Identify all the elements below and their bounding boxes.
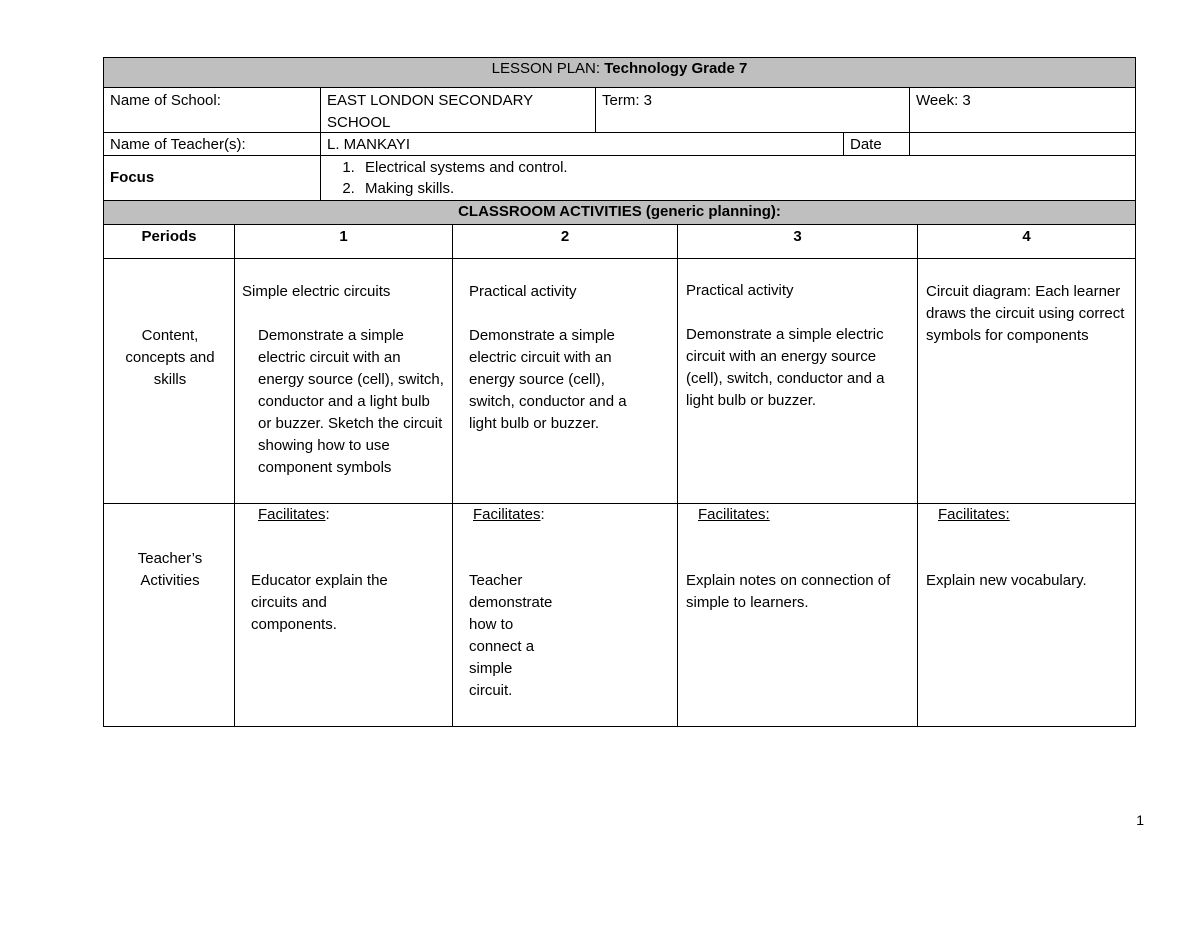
teacher-4-body: Explain new vocabulary.	[926, 572, 1087, 589]
title-main: Technology Grade 7	[604, 60, 748, 77]
content-label: Content, concepts and skills	[125, 327, 215, 388]
teacher-2-colon: :	[540, 506, 545, 523]
teacher-label-row-cell	[103, 503, 235, 727]
teacher-label: Name of Teacher(s):	[110, 136, 246, 153]
period-number: 1	[339, 228, 348, 245]
teacher-3-heading: Facilitates:	[698, 506, 770, 523]
page-number: 1	[1136, 812, 1144, 828]
content-2-heading: Practical activity	[469, 283, 577, 300]
teacher-period-2-cell	[452, 503, 678, 727]
content-period-3-cell	[677, 258, 918, 504]
content-1-body: Demonstrate a simple electric circuit with an energy source (cell), switch, conductor and a light bulb or buzzer. Sketch the circuit showing how to use component symbols	[258, 327, 444, 476]
teacher-3-body: Explain notes on connection of simple to learners.	[686, 572, 891, 611]
date-value-cell[interactable]	[909, 132, 1136, 156]
period-3-cell	[677, 224, 918, 259]
content-3-heading: Practical activity	[686, 282, 794, 299]
teacher-label-cell	[103, 132, 321, 156]
activities-header: CLASSROOM ACTIVITIES (generic planning):	[458, 203, 781, 220]
focus-label-cell	[103, 155, 321, 201]
content-period-4-cell	[917, 258, 1136, 504]
period-number: 2	[560, 228, 570, 245]
content-1-heading: Simple electric circuits	[242, 283, 391, 300]
periods-label: Periods	[141, 228, 197, 245]
title-prefix: LESSON PLAN:	[491, 60, 601, 77]
periods-label-cell	[103, 224, 235, 259]
teacher-value: L. MANKAYI	[327, 136, 411, 153]
period-number: 3	[793, 228, 802, 245]
school-label: Name of School:	[110, 92, 221, 109]
term-value: Term: 3	[602, 92, 653, 109]
period-4-cell	[917, 224, 1136, 259]
focus-item: 2. Making skills.	[359, 178, 1135, 199]
teacher-period-1-cell	[234, 503, 453, 727]
term-cell	[595, 87, 910, 133]
title-row	[103, 57, 1136, 88]
content-4-body: Circuit diagram: Each learner draws the circuit using correct symbols for components	[926, 283, 1125, 344]
week-cell	[909, 87, 1136, 133]
focus-list	[321, 157, 1135, 199]
school-value: EAST LONDON SECONDARY SCHOOL	[327, 92, 533, 131]
content-period-2-cell	[452, 258, 678, 504]
school-label-cell	[103, 87, 321, 133]
teacher-2-body: Teacher demonstrate how to connect a simple circuit.	[469, 572, 553, 699]
teacher-1-heading: Facilitates	[258, 506, 326, 523]
school-value-cell	[320, 87, 596, 133]
focus-value-cell	[320, 155, 1136, 201]
teacher-2-heading: Facilitates	[473, 506, 541, 523]
period-number: 4	[1022, 228, 1031, 245]
activities-header-row	[103, 200, 1136, 225]
teacher-value-cell	[320, 132, 844, 156]
content-label-cell	[103, 258, 235, 504]
teacher-4-heading: Facilitates:	[938, 506, 1010, 523]
week-value: Week: 3	[916, 92, 971, 109]
teacher-period-3-cell	[677, 503, 918, 727]
content-2-body: Demonstrate a simple electric circuit with an energy source (cell), switch, conductor and a light bulb or buzzer.	[469, 327, 627, 432]
date-label: Date	[850, 136, 882, 153]
teacher-1-colon: :	[325, 506, 330, 523]
date-label-cell	[843, 132, 910, 156]
teacher-activities-label: Teacher’s Activities	[137, 550, 203, 589]
teacher-1-body: Educator explain the circuits and components.	[251, 572, 388, 633]
period-1-cell	[234, 224, 453, 259]
period-2-cell	[452, 224, 678, 259]
lesson-plan-table	[103, 57, 1136, 727]
content-period-1-cell	[234, 258, 453, 504]
teacher-period-4-cell	[917, 503, 1136, 727]
focus-item: 1. Electrical systems and control.	[359, 157, 1135, 178]
content-3-body: Demonstrate a simple electric circuit with an energy source (cell), switch, conductor and a light bulb or buzzer.	[686, 326, 885, 409]
focus-label: Focus	[110, 169, 155, 186]
